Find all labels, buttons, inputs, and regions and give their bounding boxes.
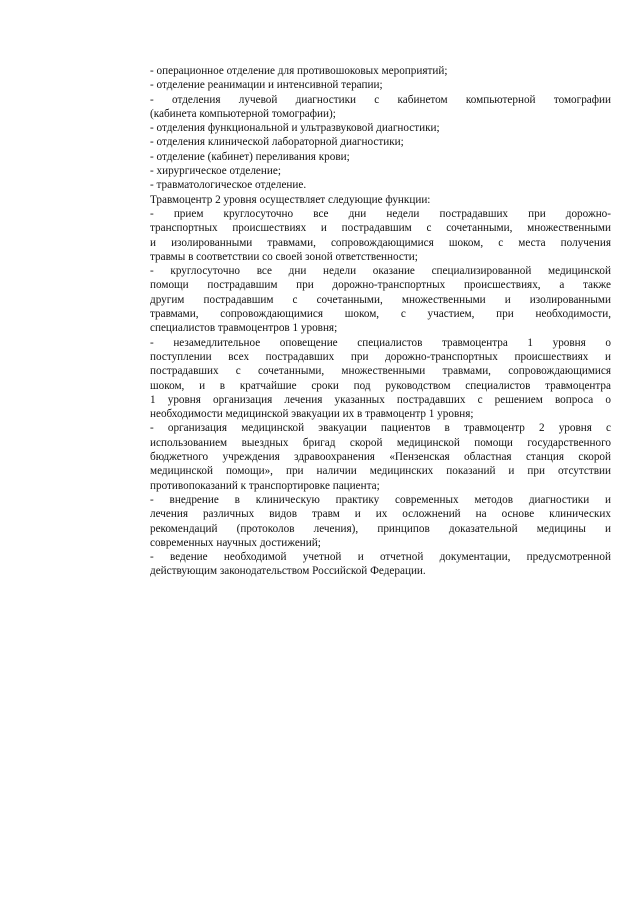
function-4-line: - организация медицинской эвакуации пациентов в травмоцентр 2 уровня с — [150, 422, 611, 435]
list-item-transfusion: - отделение (кабинет) переливания крови; — [150, 150, 350, 163]
function-3-line: - незамедлительное оповещение специалистов травмоцентра 1 уровня о — [150, 336, 611, 349]
function-3-line: пострадавших с сочетанными, множественными травмами, сопровождающимися — [150, 365, 611, 378]
function-6-line: действующим законодательством Российской Федерации. — [150, 565, 426, 578]
function-5-line: рекомендаций (протоколов лечения), принципов доказательной медицины и — [150, 522, 611, 535]
function-2-line: специалистов травмоцентров 1 уровня; — [150, 322, 338, 335]
list-item-radiology: - отделения лучевой диагностики с кабинетом компьютерной томографии — [150, 93, 611, 106]
function-3-line: шоком, и в кратчайшие сроки под руководством специалистов травмоцентра — [150, 379, 611, 392]
list-item-functional-diagnostics: - отделения функциональной и ультразвуковой диагностики; — [150, 122, 440, 135]
function-3-line: необходимости медицинской эвакуации их в травмоцентр 1 уровня; — [150, 408, 474, 421]
list-item-operating: - операционное отделение для противошоковых мероприятий; — [150, 65, 448, 77]
function-3-line: поступлении всех пострадавших при дорожно-транспортных происшествиях и — [150, 350, 611, 363]
function-5-line: лечения различных видов травм и их осложнений на основе клинических — [150, 508, 611, 521]
function-1-line: травмы в соответствии со своей зоной ответственности; — [150, 250, 418, 263]
function-2-line: травмами, сопровождающимися шоком, с участием, при необходимости, — [150, 308, 611, 321]
function-4-line: бюджетного учреждения здравоохранения «Пензенская областная станция скорой — [150, 451, 611, 464]
function-1-line: транспортных происшествиях и пострадавшим с сочетанными, множественными — [150, 222, 611, 235]
function-4-line: медицинской помощи», при наличии медицинских показаний и при отсутствии — [150, 465, 611, 478]
document-body — [150, 64, 611, 579]
list-item-icu: - отделение реанимации и интенсивной терапии; — [150, 79, 383, 92]
list-item-lab-diagnostics: - отделения клинической лабораторной диагностики; — [150, 136, 404, 149]
function-5-line: - внедрение в клиническую практику современных методов диагностики и — [150, 493, 611, 506]
function-1-line: - прием круглосуточно все дни недели пострадавших при дорожно- — [150, 207, 611, 220]
function-4-line: использованием выездных бригад скорой медицинской помощи государственного — [150, 436, 611, 449]
function-2-line: другим пострадавшим с сочетанными, множественными и изолированными — [150, 293, 611, 306]
list-item-radiology-cont: (кабинета компьютерной томографии); — [150, 107, 336, 120]
function-2-line: - круглосуточно все дни недели оказание специализированной медицинской — [150, 265, 611, 278]
function-1-line: и изолированными травмами, сопровождающимися шоком, с места получения — [150, 236, 611, 249]
function-2-line: помощи пострадавшим при дорожно-транспортных происшествиях, а также — [150, 279, 611, 292]
function-5-line: современных научных достижений; — [150, 536, 321, 549]
function-4-line: противопоказаний к транспортировке пациента; — [150, 479, 380, 492]
list-item-traumatology: - травматологическое отделение. — [150, 179, 307, 192]
functions-intro: Травмоцентр 2 уровня осуществляет следующие функции: — [150, 193, 431, 206]
list-item-surgery: - хирургическое отделение; — [150, 165, 281, 178]
function-3-line: 1 уровня организация лечения указанных пострадавших с решением вопроса о — [150, 393, 611, 406]
function-6-line: - ведение необходимой учетной и отчетной документации, предусмотренной — [150, 551, 611, 564]
